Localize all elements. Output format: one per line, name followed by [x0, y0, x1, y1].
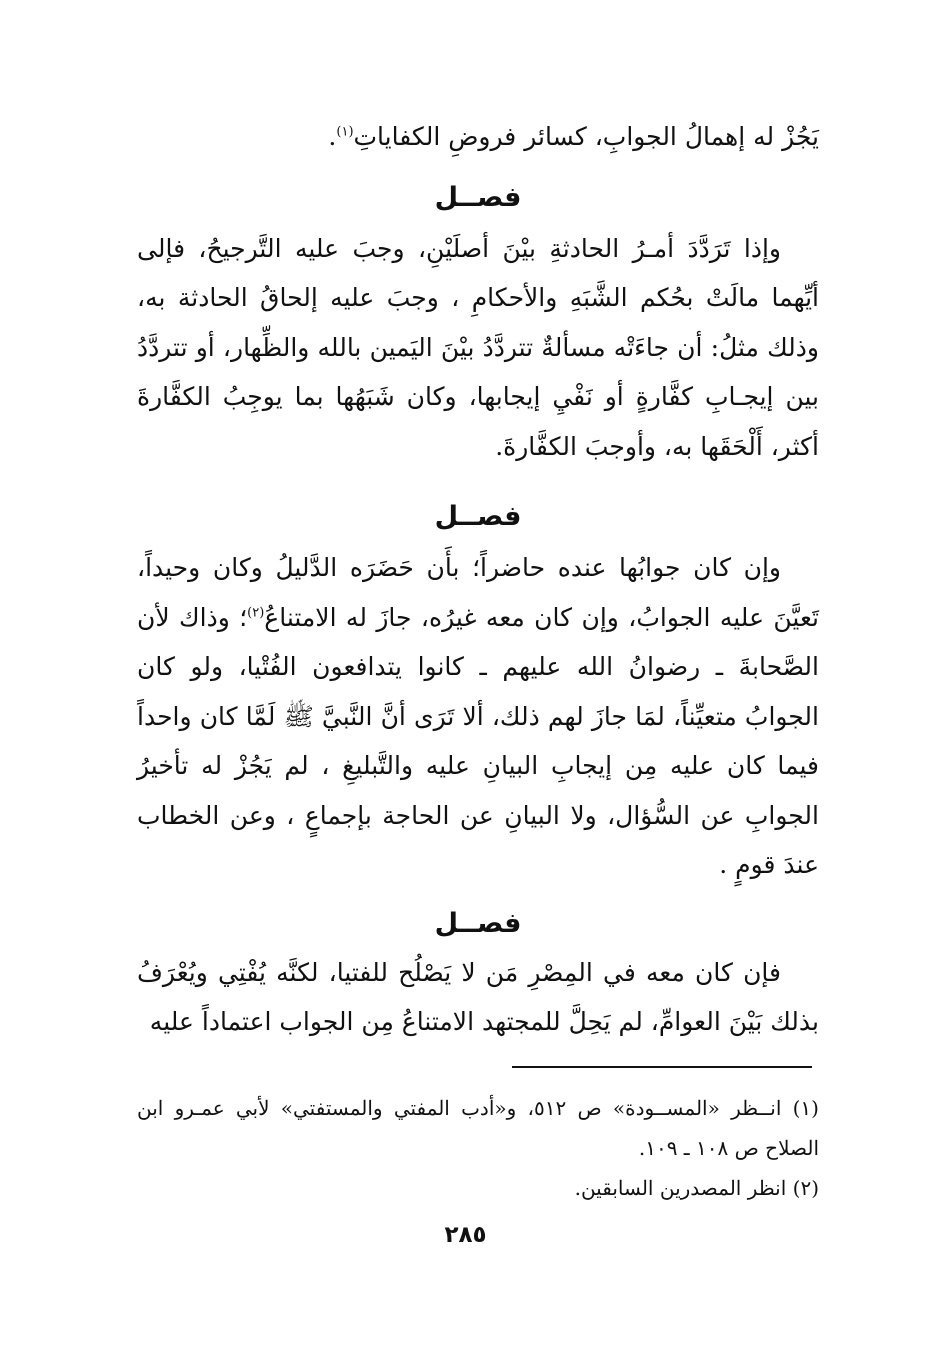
paragraph-tarjih: وإذا تَرَدَّدَ أمـرُ الحادثةِ بيْنَ أصلَيْنِ، وجبَ عليه التَّرجيحُ، فإلى أيِّهما مالَتْ بحُكم الشَّبَهِ والأحكامِ ، وجبَ عليه إلحاقُ الحادثة به، وذلك مثلُ: أن جاءَتْه مسألةٌ تتردَّدُ بيْنَ اليَمين بالله والظِّهار، أو تتردَّدُ بين إيجـابِ كفَّارةٍ أو نَفْيِ إيجابها، وكان شَبَهُها بما يوجِبُ الكفَّارةَ أكثر، أَلْحَقَها به، وأوجبَ الكفَّارةَ. [137, 233, 819, 461]
opening-paragraph: يَجُزْ له إهمالُ الجوابِ، كسائر فروضِ الكفاياتِ$^{(١)}$. [328, 122, 819, 151]
footnote-ref-1: (١) [336, 124, 354, 140]
paragraph-unfit-mufti: فإن كان معه في المِصْرِ مَن لا يَصْلُح للفتيا، لكنَّه يُفْتِي ويُعْرَفُ بذلك بَيْنَ العوامِّ، لم يَحِلَّ للمجتهد الامتناعُ مِن الجواب اعتماداً عليه [137, 957, 819, 1036]
footnote-divider [512, 1066, 812, 1068]
footnote-1: (١) انــظر «المســودة» ص ٥١٢، و«أدب المفتي والمستفتي» لأبي عمـرو ابن الصلاح ص ١٠٨ ـ ١٠٩. [137, 1096, 819, 1160]
page-number: ٢٨٥ [444, 1222, 487, 1248]
footnote-2: (٢) انظر المصدرين السابقين. [574, 1176, 819, 1200]
footnote-ref-2: (٢) [247, 605, 265, 621]
section-heading: فصــل [434, 501, 522, 532]
footnotes [137, 1088, 819, 1208]
paragraph-answer-present: وإن كان جوابُها عنده حاضراً؛ بأَن حَضَرَه الدَّليلُ وكان وحيداً، تَعيَّنَ عليه الجوابُ، وإن كان معه غيرُه، جازَ له الامتناعُ$^{(٢)}$؛ وذاك لأن الصَّحابةَ ـ رضوانُ الله عليهم ـ كانوا يتدافعون الفُتْيا، ولو كان الجوابُ متعيِّناً، لمَا جازَ لهم ذلك، ألا تَرَى أنَّ النَّبيَّ ﷺ لَمَّا كان واحداً فيما كان عليه مِن إيجابِ البيانِ عليه والتَّبليغِ ، لم يَجُزْ له تأخيرُ الجوابِ عن السُّؤال، ولا البيانِ عن الحاجة بإجماعٍ ، وعن الخطاب عندَ قومٍ . [137, 553, 820, 879]
section-heading: فصــل [434, 181, 522, 213]
section-heading: فصــل [434, 907, 522, 939]
